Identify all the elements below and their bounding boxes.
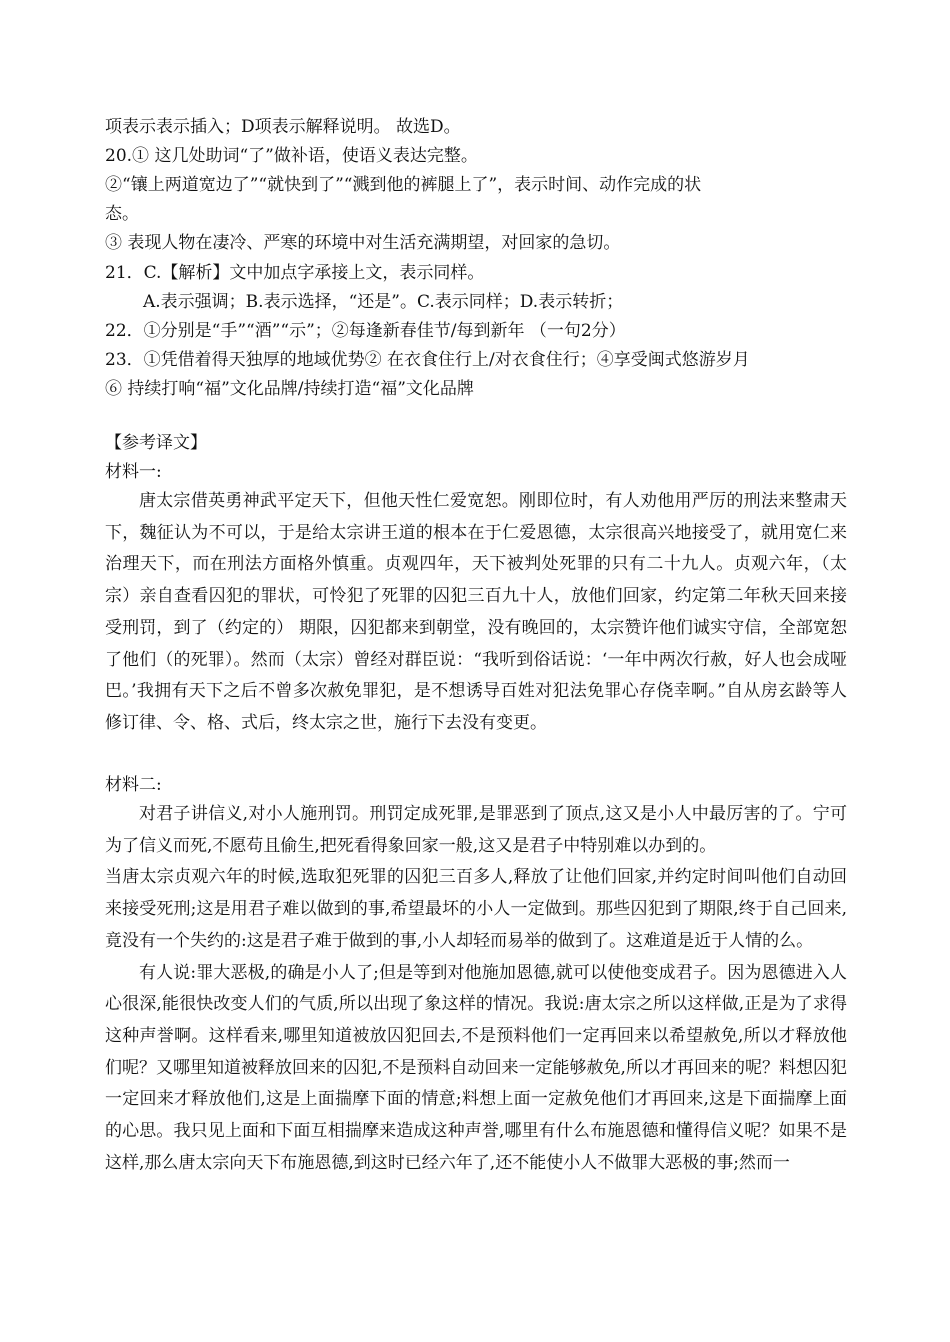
answer-21-line-1: 21．C.【解析】文中加点字承接上文，表示同样。 [105,263,485,283]
material-2-body [105,799,847,1179]
material-2-paragraph-2: 当唐太宗贞观六年的时候,选取犯死罪的囚犯三百多人,释放了让他们回家,并约定时间叫他们自动回来接受死刑;这是用君子难以做到的事,希望最坏的小人一定做到。那些囚犯到了期限,终于自己回来,竟没有一个失约的:这是君子难于做到的事,小人却轻而易举的做到了。这难道是近于人情的么。 [105,867,847,951]
material-2-paragraph-1: 对君子讲信义,对小人施刑罚。刑罚定成死罪,是罪恶到了顶点,这又是小人中最厉害的了。宁可为了信义而死,不愿苟且偷生,把死看得象回家一般,这又是君子中特别难以办到的。 [105,804,847,856]
answer-20-line-2: ②“镶上两道宽边了”“就快到了”“溅到他的裤腿上了”，表示时间、动作完成的状 [105,175,702,195]
material-1-paragraph: 唐太宗借英勇神武平定天下，但他天性仁爱宽恕。刚即位时，有人劝他用严厉的刑法来整肃天下，魏征认为不可以，于是给太宗讲王道的根本在于仁爱恩德，太宗很高兴地接受了，就用宽仁来治理天下，而在刑法方面格外慎重。贞观四年，天下被判处死罪的只有二十九人。贞观六年，（太宗）亲自查看囚犯的罪状，可怜犯了死罪的囚犯三百九十人，放他们回家，约定第二年秋天回来接受刑罚，到了（约定的） 期限，囚犯都来到朝堂，没有晚回的，太宗赞许他们诚实守信，全部宽恕了他们（的死罪）。然而（太宗）曾经对群臣说：“我听到俗话说：‘一年中两次行赦，好人也会成哑巴。’我拥有天下之后不曾多次赦免罪犯，是不想诱导百姓对犯法免罪心存侥幸啊。”自从房玄龄等人修订律、令、格、式后，终太宗之世，施行下去没有变更。 [105,491,847,733]
answer-22: 22．①分别是“手”“酒”“示”；②每逢新春佳节/每到新年 （一句2分） [105,321,626,341]
material-1-title: 材料一: [105,462,162,482]
material-1-body [105,486,847,740]
material-2-paragraph-3: 有人说:罪大恶极,的确是小人了;但是等到对他施加恩德,就可以使他变成君子。因为恩德进入人心很深,能很快改变人们的气质,所以出现了象这样的情况。我说:唐太宗之所以这样做,正是为了求得这种声誉啊。这样看来,哪里知道被放囚犯回去,不是预料他们一定再回来以希望赦免,所以才释放他们呢？又哪里知道被释放回来的囚犯,不是预料自动回来一定能够赦免,所以才再回来的呢？料想囚犯一定回来才释放他们,这是上面揣摩下面的情意;料想上面一定赦免他们才再回来,这是下面揣摩上面的心思。我只见上面和下面互相揣摩来造成这种声誉,哪里有什么布施恩德和懂得信义呢？如果不是这样,那么唐太宗向天下布施恩德,到这时已经六年了,还不能使小人不做罪大恶极的事;然而一 [105,962,847,1173]
translation-heading: 【参考译文】 [105,433,207,453]
answer-20-line-1: 20.① 这几处助词“了”做补语，使语义表达完整。 [105,146,478,166]
material-2-title: 材料二: [105,775,162,795]
answer-21-line-2: A.表示强调；B.表示选择，“还是”。C.表示同样；D.表示转折； [143,292,624,312]
answer-20-line-3: 态。 [105,204,139,224]
answer-23-line-2: ⑥ 持续打响“福”文化品牌/持续打造“福”文化品牌 [105,379,474,399]
answer-line-19: 项表示表示插入；D项表示解释说明。 故选D。 [105,117,461,137]
answer-20-line-4: ③ 表现人物在凄冷、严寒的环境中对生活充满期望，对回家的急切。 [105,233,621,253]
answer-23-line-1: 23．①凭借着得天独厚的地域优势② 在衣食住行上/对衣食住行；④享受闽式悠游岁月 [105,350,750,370]
